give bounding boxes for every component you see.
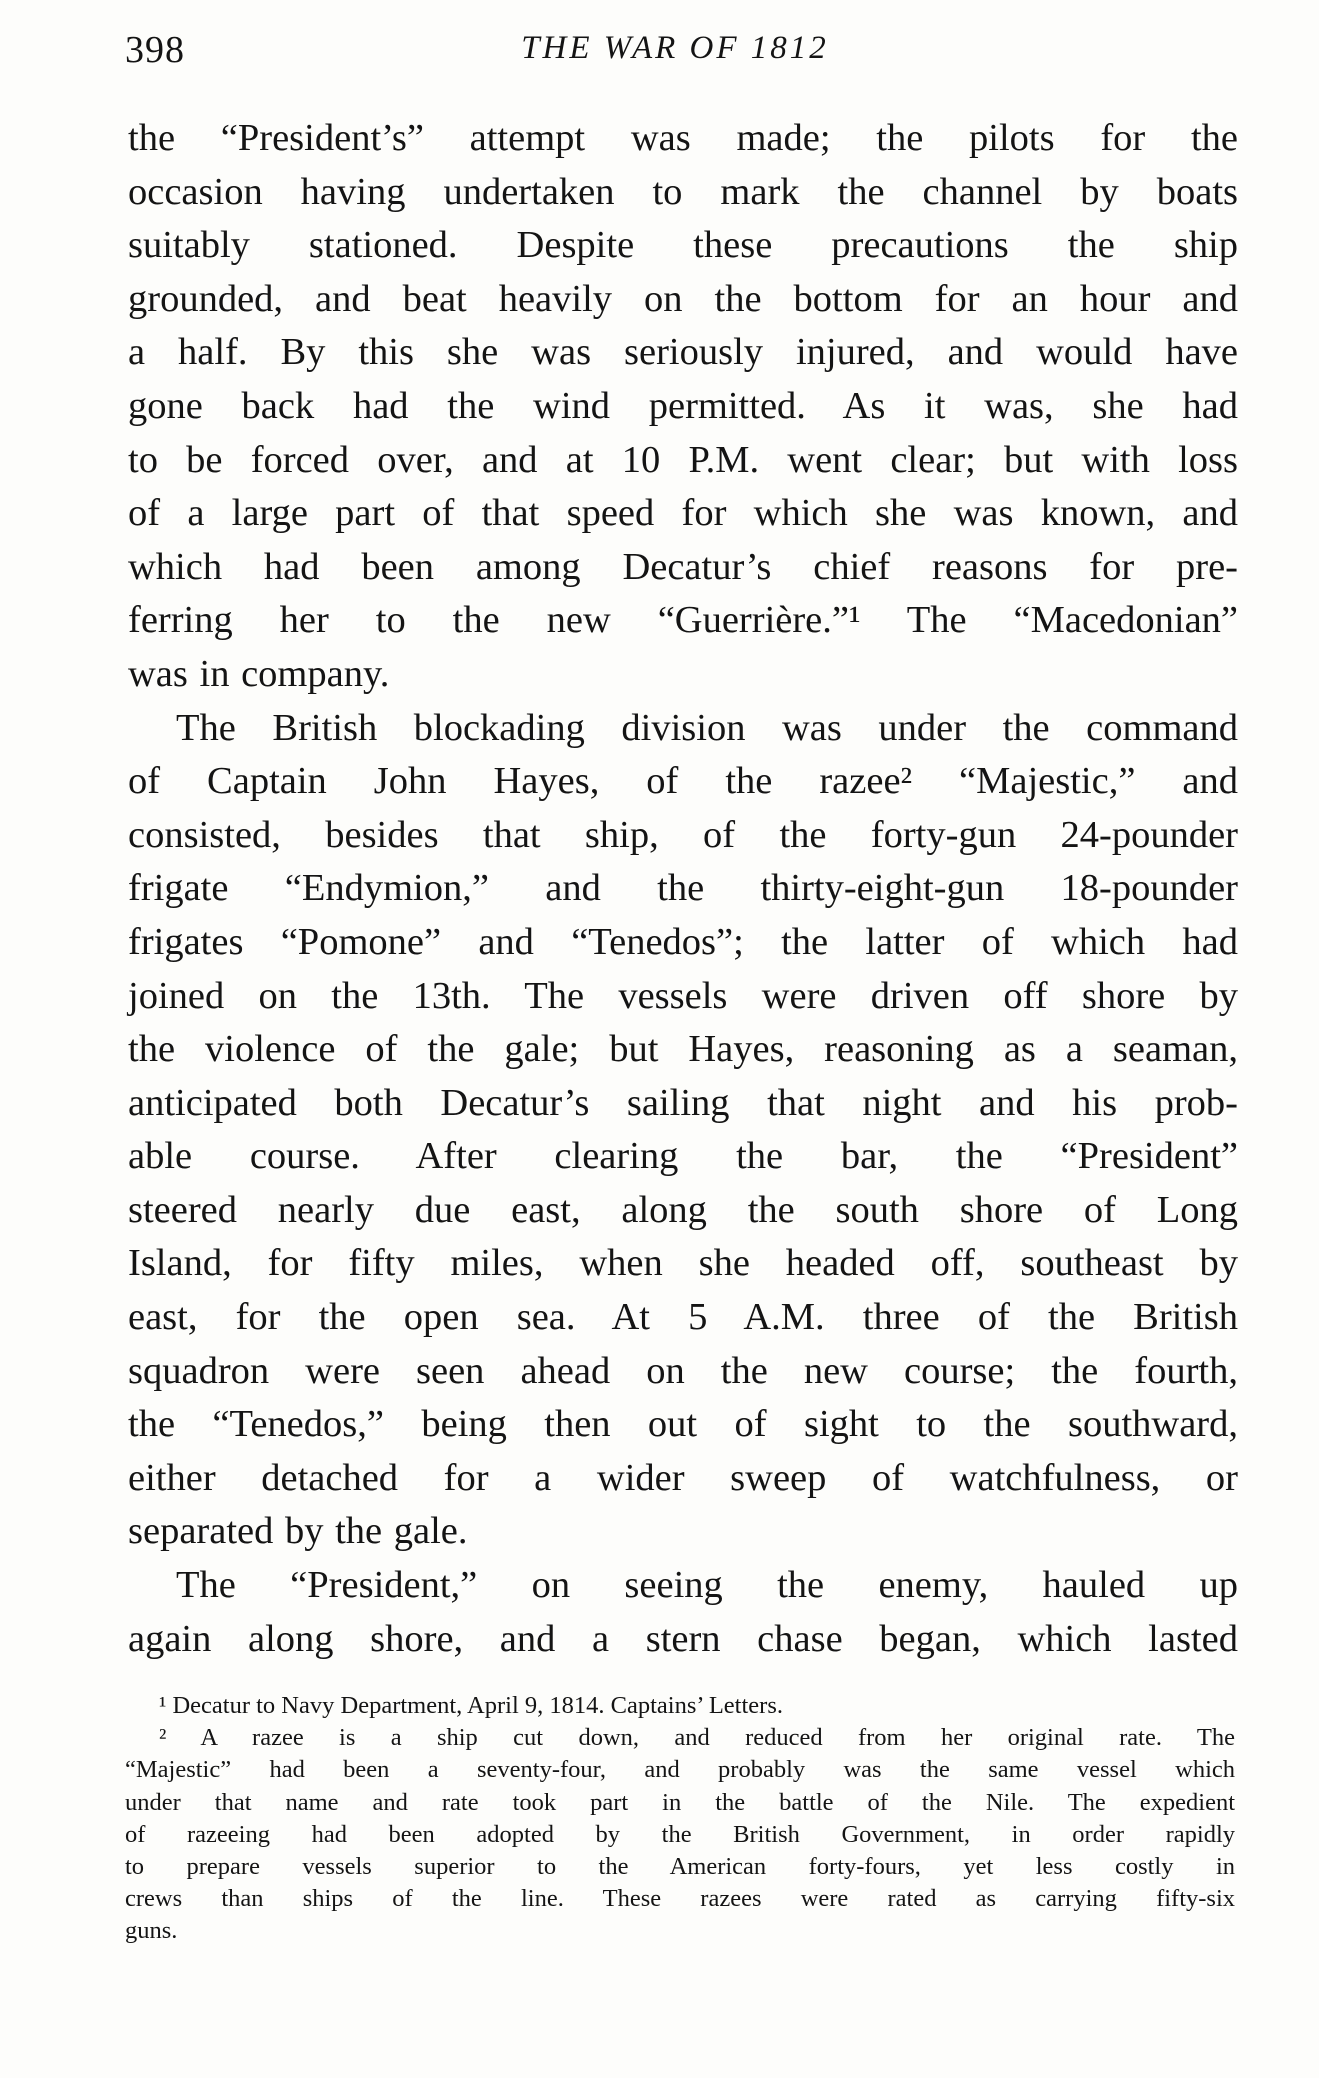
footnote-line: to prepare vessels superior to the American forty-fours, yet less costly in <box>125 1852 1235 1880</box>
text-line: able course. After clearing the bar, the “President” <box>128 1135 1238 1178</box>
text-line: frigate “Endymion,” and the thirty-eight-gun 18-pounder <box>128 867 1238 910</box>
text-line: gone back had the wind permitted. As it was, she had <box>128 384 1238 427</box>
text-line: the “Tenedos,” being then out of sight to the southward, <box>128 1403 1238 1446</box>
text-line: frigates “Pomone” and “Tenedos”; the latter of which had <box>128 920 1238 963</box>
body-text <box>128 112 1238 1666</box>
page-number: 398 <box>125 29 185 71</box>
footnotes <box>125 1690 1235 1948</box>
text-line: Island, for fifty miles, when she headed off, southeast by <box>128 1242 1238 1285</box>
text-line: to be forced over, and at 10 P.M. went clear; but with loss <box>128 438 1238 481</box>
text-line: squadron were seen ahead on the new course; the fourth, <box>128 1349 1238 1392</box>
text-line: of Captain John Hayes, of the razee² “Majestic,” and <box>128 760 1238 803</box>
running-title: THE WAR OF 1812 <box>521 30 829 66</box>
text-line: The “President,” on seeing the enemy, hauled up <box>176 1564 1238 1607</box>
text-line: the “President’s” attempt was made; the pilots for the <box>128 117 1238 159</box>
footnote-line: ¹ Decatur to Navy Department, April 9, 1814. Captains’ Letters. <box>159 1692 783 1719</box>
text-line: ferring her to the new “Guerrière.”¹ The “Macedonian” <box>128 599 1238 642</box>
page-header <box>125 28 1230 78</box>
text-line: either detached for a wider sweep of watchfulness, or <box>128 1456 1238 1499</box>
footnote-line: guns. <box>125 1917 178 1945</box>
text-line: of a large part of that speed for which she was known, and <box>128 492 1238 535</box>
footnote-line: ² A razee is a ship cut down, and reduced from her original rate. The <box>159 1724 1235 1752</box>
footnote-line: crews than ships of the line. These razees were rated as carrying fifty-six <box>125 1885 1235 1913</box>
text-line: suitably stationed. Despite these precautions the ship <box>128 224 1238 267</box>
text-line: a half. By this she was seriously injured, and would have <box>128 331 1238 374</box>
footnote-line: “Majestic” had been a seventy-four, and probably was the same vessel which <box>125 1756 1235 1784</box>
text-line: occasion having undertaken to mark the channel by boats <box>128 170 1238 213</box>
text-line: which had been among Decatur’s chief reasons for pre- <box>128 545 1238 588</box>
footnote-line: under that name and rate took part in the battle of the Nile. The expedient <box>125 1788 1235 1816</box>
footnote-line: of razeeing had been adopted by the British Government, in order rapidly <box>125 1820 1235 1848</box>
text-line: grounded, and beat heavily on the bottom for an hour and <box>128 277 1238 320</box>
text-line: was in company. <box>128 652 390 695</box>
text-line: consisted, besides that ship, of the forty-gun 24-pounder <box>128 813 1238 856</box>
text-line: separated by the gale. <box>128 1510 468 1553</box>
text-line: anticipated both Decatur’s sailing that night and his prob- <box>128 1081 1238 1124</box>
text-line: joined on the 13th. The vessels were driven off shore by <box>128 974 1238 1017</box>
text-line: steered nearly due east, along the south shore of Long <box>128 1188 1238 1231</box>
text-line: east, for the open sea. At 5 A.M. three of the British <box>128 1296 1238 1339</box>
text-line: the violence of the gale; but Hayes, reasoning as a seaman, <box>128 1028 1238 1071</box>
text-line: The British blockading division was under the command <box>176 706 1238 749</box>
text-line: again along shore, and a stern chase began, which lasted <box>128 1617 1238 1660</box>
